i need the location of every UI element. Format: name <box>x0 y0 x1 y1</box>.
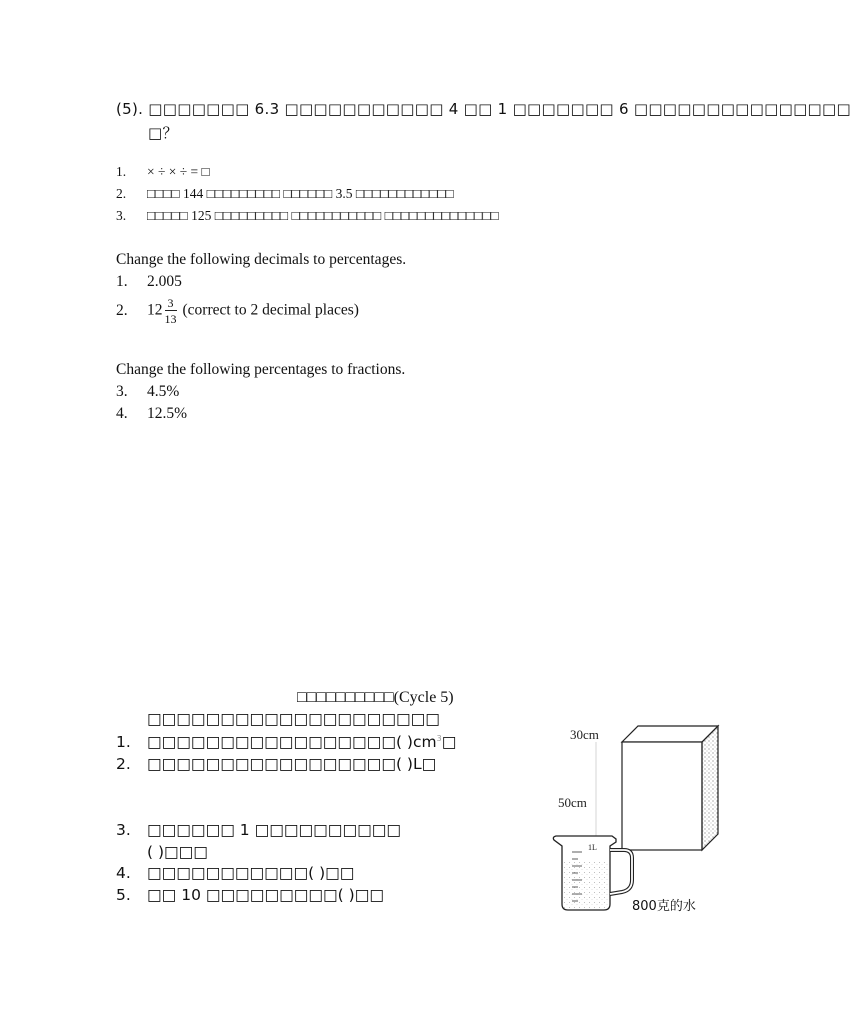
cycle-item-3-continuation: ( )□□□ <box>147 843 208 861</box>
step-number: 3. <box>116 208 127 223</box>
percentage-item-3 <box>116 383 179 401</box>
question-5-line2: □？ <box>148 124 178 142</box>
fraction-numerator: 3 <box>165 297 177 311</box>
width-label: 30cm <box>570 727 599 742</box>
item-number: 2. <box>116 301 128 319</box>
decimals-heading: Change the following decimals to percentages. <box>116 251 407 268</box>
step-3 <box>116 208 499 224</box>
mixed-number-whole: 12 <box>147 301 163 319</box>
percentages-heading: Change the following percentages to fractions. <box>116 361 406 378</box>
cycle-intro: □□□□□□□□□□□□□□□□□□□□ <box>147 710 440 728</box>
question-5-line1: (5). □□□□□□□ 6.3 □□□□□□□□□□□ 4 □□ 1 □□□□□□□ 6 □□□□□□□□□□□□□□□ <box>116 100 851 118</box>
percentage-item-4 <box>116 405 187 423</box>
item-number: 3. <box>116 383 128 400</box>
fraction-denominator: 13 <box>164 312 177 326</box>
item-text: 12.5% <box>147 405 188 422</box>
jug-handle <box>610 850 632 894</box>
cycle-item-3 <box>116 821 401 839</box>
decimal-item-1 <box>116 273 182 291</box>
cuboid-diagram <box>596 726 718 850</box>
item-text: □□□□□□ 1 □□□□□□□□□□ <box>147 821 402 839</box>
item-number: 2. <box>116 755 131 773</box>
fraction <box>165 297 177 325</box>
item-text: □□□□□□□□□□□( )□□ <box>147 864 355 882</box>
item-text: 2.005 <box>147 273 182 290</box>
item-text: □□ 10 □□□□□□□□□( )□□ <box>147 886 384 904</box>
figure-caption: 800克的水 <box>632 899 696 914</box>
jug-water <box>564 862 608 908</box>
item-number: 1. <box>116 273 128 290</box>
item-number: 1. <box>116 733 131 751</box>
item-note: (correct to 2 decimal places) <box>182 301 359 319</box>
cycle-title: □□□□□□□□□□(Cycle 5) <box>297 689 454 706</box>
item-number: 4. <box>116 405 128 422</box>
step-number: 2. <box>116 186 127 201</box>
item-text: □□□□□□□□□□□□□□□□□( )cm <box>147 733 437 751</box>
cuboid-front-face <box>622 742 702 850</box>
superscript: 3 <box>436 733 442 743</box>
step-text: □□□□□ 125 □□□□□□□□□ □□□□□□□□□□□ □□□□□□□□□□□□□□ <box>147 208 499 223</box>
jug-capacity-label: 1L <box>588 843 597 852</box>
step-text: □□□□ 144 □□□□□□□□□ □□□□□□ 3.5 □□□□□□□□□□□□ <box>147 186 454 201</box>
cycle-item-5 <box>116 886 384 904</box>
item-text: 4.5% <box>147 383 180 400</box>
decimal-item-2 <box>116 297 359 325</box>
step-text: × ÷ × ÷ = □ <box>147 164 210 179</box>
item-text: □□□□□□□□□□□□□□□□□( )L□ <box>147 755 437 773</box>
cycle-item-4 <box>116 864 354 882</box>
height-label: 50cm <box>558 795 587 810</box>
cycle-item-2 <box>116 755 436 773</box>
item-number: 3. <box>116 821 131 839</box>
item-number: 4. <box>116 864 131 882</box>
cycle-item-1 <box>116 733 456 751</box>
item-number: 5. <box>116 886 131 904</box>
box-and-jug-figure <box>548 716 728 921</box>
step-number: 1. <box>116 164 127 179</box>
cuboid-side-face <box>702 726 718 850</box>
step-2 <box>116 186 454 202</box>
step-1 <box>116 164 210 180</box>
item-end: □ <box>441 733 457 751</box>
